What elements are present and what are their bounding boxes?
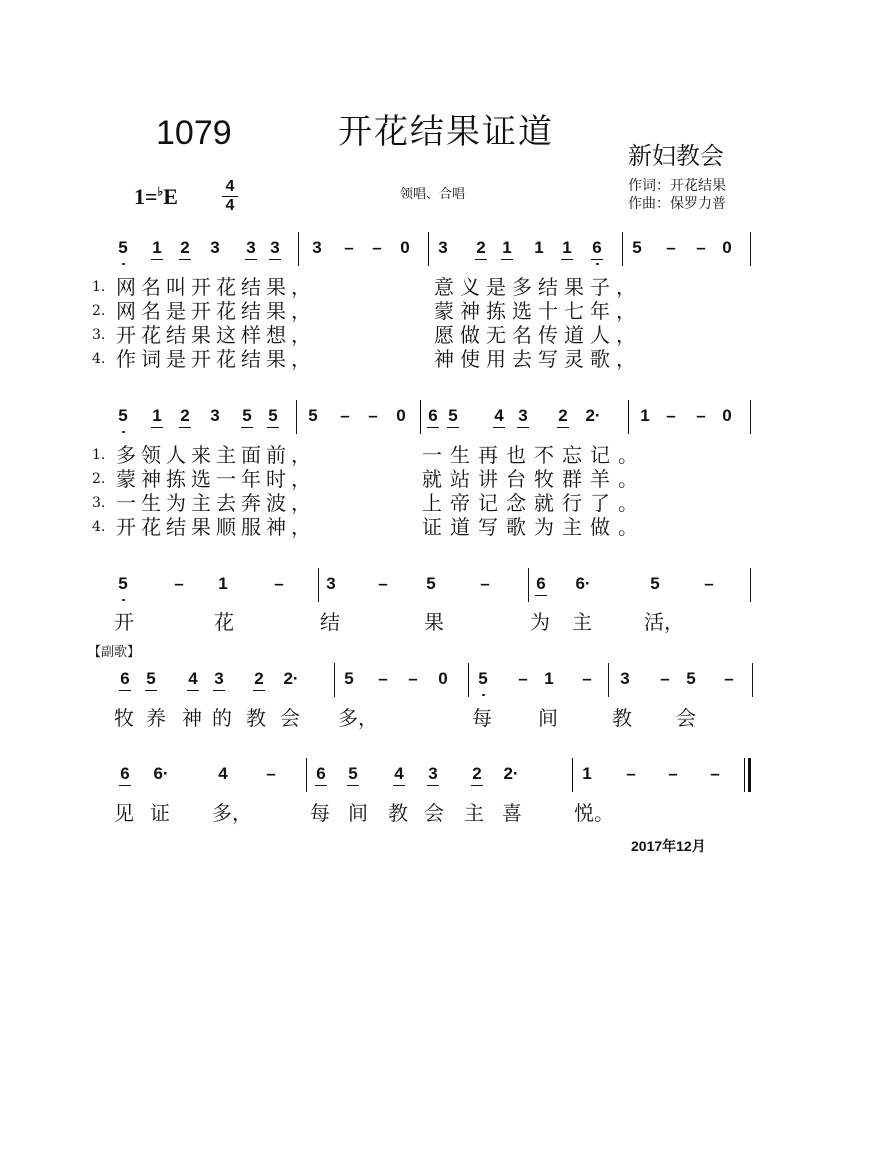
lyric-line: 愿做无名传道人， xyxy=(434,323,642,347)
performance-note: 领唱、合唱 xyxy=(400,187,466,202)
lyric-char: 活， xyxy=(644,610,684,634)
note: 2· xyxy=(585,406,601,425)
note: 0 xyxy=(400,238,410,257)
lyric-line: 蒙神拣选一年时， xyxy=(116,467,316,491)
note: – xyxy=(710,764,720,783)
note: 2 xyxy=(474,238,488,258)
note: 2 xyxy=(252,669,266,689)
note: 1 xyxy=(150,406,164,426)
barline xyxy=(306,758,307,792)
note: 3 xyxy=(326,574,336,593)
note: 6 xyxy=(590,238,604,258)
lyric-line: 多领人来主面前， xyxy=(116,443,316,467)
note: – xyxy=(378,669,388,688)
notation-row-5 xyxy=(0,758,870,792)
note: 3 xyxy=(620,669,630,688)
verse-number: 2. xyxy=(92,471,106,487)
note: 5 xyxy=(346,764,360,784)
key-signature xyxy=(134,184,178,210)
note: 6 xyxy=(534,574,548,594)
note: 0 xyxy=(722,238,732,257)
lyric-line: 一生再也不忘记。 xyxy=(422,443,646,467)
composition-date: 2017年12月 xyxy=(631,838,706,854)
note: – xyxy=(408,669,418,688)
verse-number: 2. xyxy=(92,303,106,319)
note: – xyxy=(368,406,378,425)
note: 5 xyxy=(476,669,490,689)
barline xyxy=(752,663,753,697)
notation-row-3 xyxy=(0,568,870,602)
lyric-char: 教 xyxy=(612,706,632,730)
note: 2 xyxy=(556,406,570,426)
lyric-char: 间 xyxy=(348,801,368,825)
note: 3 xyxy=(210,406,220,425)
barline xyxy=(572,758,573,792)
lyric-char: 每 xyxy=(472,706,492,730)
note: 3 xyxy=(212,669,226,689)
lyric-line: 开花结果这样想， xyxy=(116,323,316,347)
lyric-line: 一生为主去奔波， xyxy=(116,491,316,515)
lyric-line: 神使用去写灵歌， xyxy=(434,347,642,371)
note: – xyxy=(274,574,284,593)
barline xyxy=(750,568,751,602)
lyric-char: 每 xyxy=(310,801,330,825)
note: 5 xyxy=(240,406,254,426)
note: – xyxy=(666,406,676,425)
final-barline xyxy=(748,758,751,792)
verse-number: 1. xyxy=(92,447,106,463)
note: – xyxy=(340,406,350,425)
barline xyxy=(744,758,745,792)
note: 3 xyxy=(516,406,530,426)
barline xyxy=(428,232,429,266)
chorus-label: 【副歌】 xyxy=(88,645,141,660)
note: – xyxy=(378,574,388,593)
note: 5 xyxy=(446,406,460,426)
note: 1 xyxy=(544,669,554,688)
lyric-line: 证道写歌为主做。 xyxy=(422,515,646,539)
lyric-char: 开 xyxy=(114,610,134,634)
barline xyxy=(468,663,469,697)
note: 6· xyxy=(153,764,169,783)
note: 3 xyxy=(438,238,448,257)
note: 1 xyxy=(582,764,592,783)
note: – xyxy=(660,669,670,688)
note: 3 xyxy=(210,238,220,257)
lyric-char: 神 xyxy=(182,706,202,730)
lyricist-credit: 作词：开花结果 xyxy=(628,178,726,194)
barline xyxy=(420,400,421,434)
note: 4 xyxy=(492,406,506,426)
lyric-char: 教 xyxy=(388,801,408,825)
lyric-line: 网名是开花结果， xyxy=(116,299,316,323)
note: – xyxy=(344,238,354,257)
lyric-char: 多， xyxy=(338,706,378,730)
barline xyxy=(750,400,751,434)
barline xyxy=(528,568,529,602)
note: – xyxy=(174,574,184,593)
note: 2· xyxy=(503,764,519,783)
lyric-char: 会 xyxy=(424,801,444,825)
barline xyxy=(622,232,623,266)
note: – xyxy=(696,238,706,257)
note: 6 xyxy=(314,764,328,784)
lyric-line: 网名叫开花结果， xyxy=(116,275,316,299)
note: 5 xyxy=(116,406,130,426)
note: – xyxy=(666,238,676,257)
verse-number: 1. xyxy=(92,279,106,295)
note: 0 xyxy=(722,406,732,425)
note: 5 xyxy=(686,669,696,688)
note: 5 xyxy=(426,574,436,593)
note: 5 xyxy=(344,669,354,688)
lyric-char: 为 xyxy=(530,610,550,634)
lyric-char: 证 xyxy=(150,801,170,825)
note: 5 xyxy=(650,574,660,593)
lyric-char: 会 xyxy=(676,706,696,730)
note: 1 xyxy=(218,574,228,593)
lyric-char: 间 xyxy=(538,706,558,730)
note: 0 xyxy=(396,406,406,425)
lyric-line: 开花结果顺服神， xyxy=(116,515,316,539)
note: 4 xyxy=(218,764,228,783)
note: 5 xyxy=(266,406,280,426)
lyric-char: 果 xyxy=(424,610,444,634)
note: 5 xyxy=(632,238,642,257)
note: 2· xyxy=(283,669,299,688)
barline xyxy=(750,232,751,266)
lyric-char: 结 xyxy=(320,610,340,634)
note: – xyxy=(724,669,734,688)
verse-number: 3. xyxy=(92,495,106,511)
composer-credit: 作曲：保罗力普 xyxy=(628,196,726,212)
notation-row-2 xyxy=(0,400,870,434)
note: 0 xyxy=(438,669,448,688)
lyric-char: 主 xyxy=(572,610,592,634)
key-note: E xyxy=(163,184,178,209)
note: – xyxy=(704,574,714,593)
note: 3 xyxy=(312,238,322,257)
note: 6 xyxy=(118,764,132,784)
verse-number: 4. xyxy=(92,519,106,535)
note: 4 xyxy=(186,669,200,689)
barline xyxy=(298,232,299,266)
note: 6· xyxy=(575,574,591,593)
note: 1 xyxy=(150,238,164,258)
song-title: 开花结果证道 xyxy=(338,112,554,152)
lyric-line: 就站讲台牧群羊。 xyxy=(422,467,646,491)
lyric-char: 花 xyxy=(214,610,234,634)
note: 5 xyxy=(144,669,158,689)
note: 2 xyxy=(178,406,192,426)
note: 4 xyxy=(392,764,406,784)
note: 2 xyxy=(470,764,484,784)
time-top: 4 xyxy=(225,178,235,195)
note: 5 xyxy=(116,238,130,258)
note: – xyxy=(668,764,678,783)
lyric-char: 牧 xyxy=(114,706,134,730)
key-flat: ♭ xyxy=(157,184,164,199)
note: 5 xyxy=(116,574,130,594)
note: 1 xyxy=(560,238,574,258)
note: 1 xyxy=(534,238,544,257)
verse-number: 3. xyxy=(92,327,106,343)
note: – xyxy=(582,669,592,688)
note: – xyxy=(626,764,636,783)
note: 6 xyxy=(426,406,440,426)
lyric-line: 作词是开花结果， xyxy=(116,347,316,371)
key-prefix: 1= xyxy=(134,184,158,209)
note: – xyxy=(266,764,276,783)
barline xyxy=(628,400,629,434)
lyric-char: 多， xyxy=(212,801,252,825)
note: 3 xyxy=(426,764,440,784)
barline xyxy=(318,568,319,602)
note: 3 xyxy=(268,238,282,258)
lyric-line: 上帝记念就行了。 xyxy=(422,491,646,515)
lyric-line: 意义是多结果子， xyxy=(434,275,642,299)
note: – xyxy=(518,669,528,688)
note: 6 xyxy=(118,669,132,689)
note: 1 xyxy=(500,238,514,258)
barline xyxy=(334,663,335,697)
barline xyxy=(608,663,609,697)
hymn-number: 1079 xyxy=(156,114,232,152)
lyric-char: 见 xyxy=(114,801,134,825)
note: 3 xyxy=(244,238,258,258)
lyric-char: 养 xyxy=(146,706,166,730)
note: – xyxy=(480,574,490,593)
note: – xyxy=(372,238,382,257)
source-church: 新妇教会 xyxy=(628,142,724,170)
lyric-char: 会 xyxy=(280,706,300,730)
barline xyxy=(296,400,297,434)
verse-number: 4. xyxy=(92,351,106,367)
lyric-char: 喜 xyxy=(502,801,522,825)
time-bottom: 4 xyxy=(225,197,235,214)
note: 1 xyxy=(640,406,650,425)
lyric-char: 主 xyxy=(464,801,484,825)
notation-row-1 xyxy=(0,232,870,266)
time-signature xyxy=(220,178,240,215)
note: 5 xyxy=(308,406,318,425)
lyric-char: 的 xyxy=(212,706,232,730)
note: 2 xyxy=(178,238,192,258)
notation-row-4 xyxy=(0,663,870,697)
note: – xyxy=(696,406,706,425)
lyric-line: 蒙神拣选十七年， xyxy=(434,299,642,323)
lyric-char: 教 xyxy=(246,706,266,730)
lyric-char: 悦。 xyxy=(574,801,614,825)
